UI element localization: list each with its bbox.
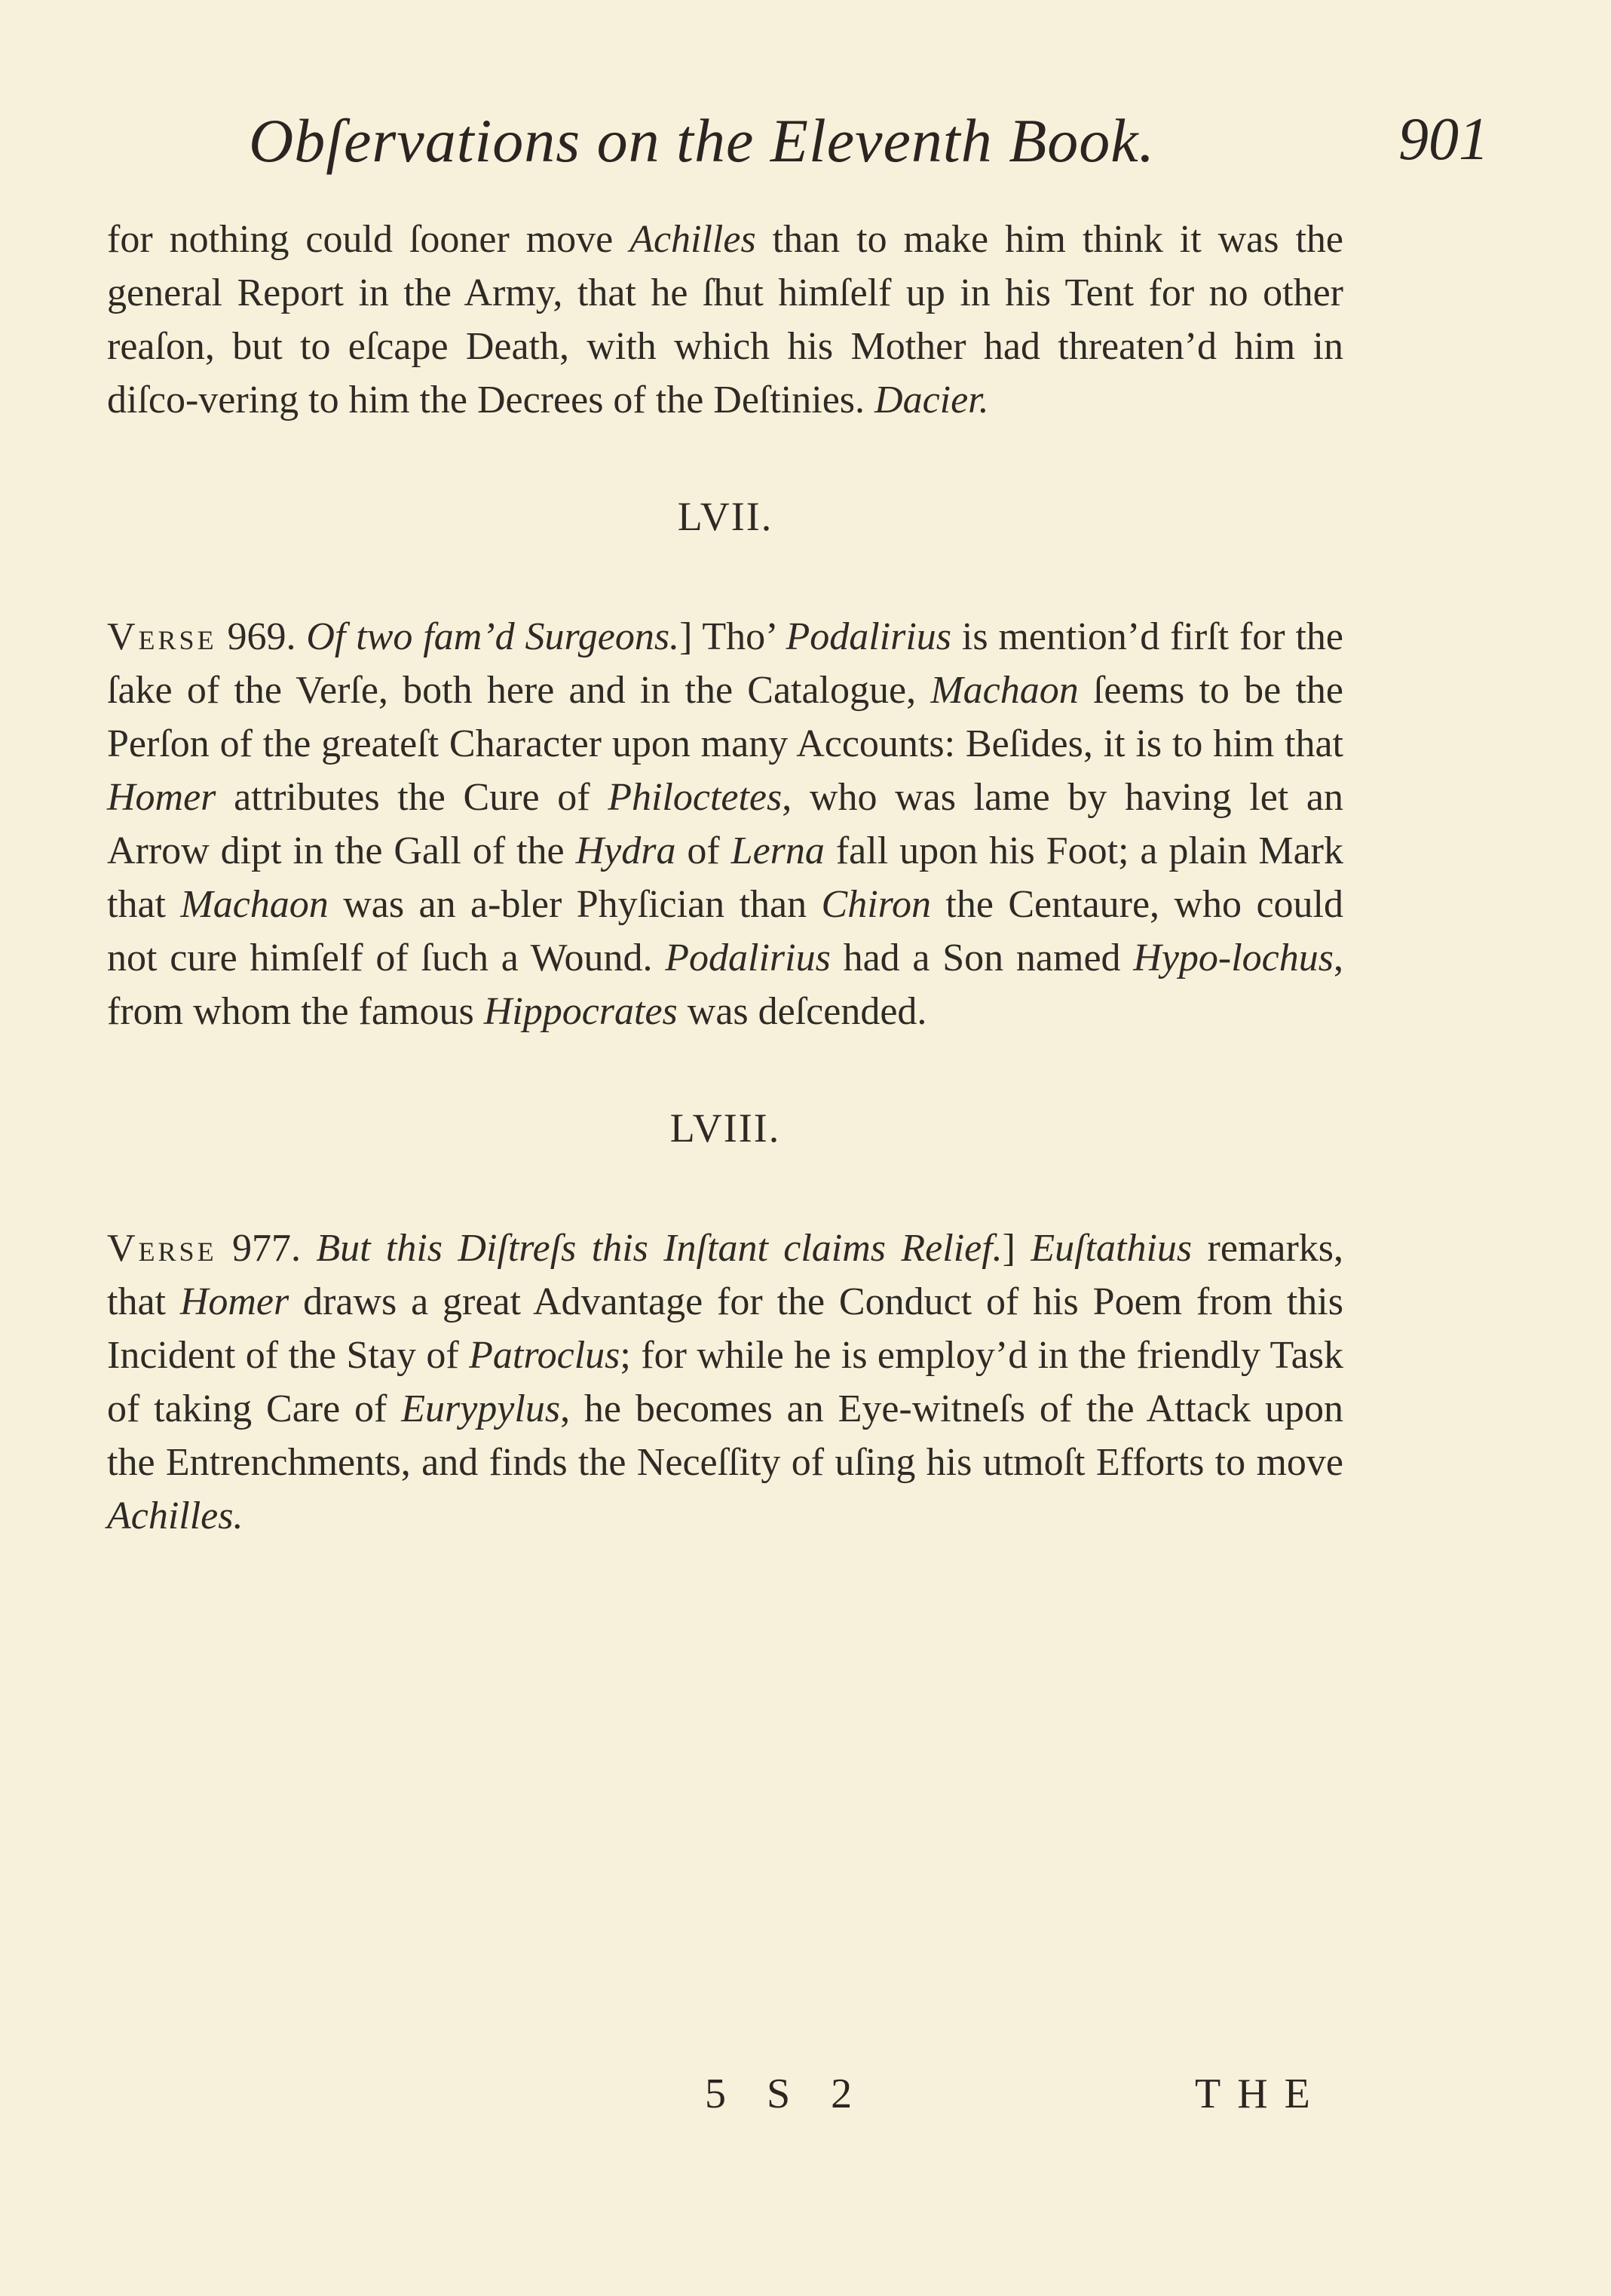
text-run: than to make him think it was the general Report in the Army, that he ſhut himſelf up in his Tent for no other reaſon, but to eſcape Death, with which his Mother had threaten’d him in diſco-vering to him the Decrees of the Deſtinies. [107,218,1343,421]
continuation-paragraph [107,213,1343,427]
text-run: fall upon his Foot; a plain Mark that [107,829,1343,926]
name-italic: Philoctetes [608,776,783,819]
name-italic: Lerna [730,829,825,872]
verse-label: Verse [107,615,217,658]
name-italic: Homer [179,1280,289,1323]
verse-number: 977. [231,1227,301,1270]
text-run: attributes the Cure of [216,776,608,819]
name-italic: Euſtathius [1031,1227,1193,1270]
name-italic: Hypo-lochus [1133,936,1334,979]
page-footer [0,2070,1611,2138]
running-head [0,106,1611,189]
section-heading-lvii: LVII. [677,494,773,539]
text-run: was an a-bler Phyſician than [328,883,822,926]
text-run: remarks, that [107,1227,1344,1323]
text-run: the Centaure, who could not cure himſelf of ſuch a Wound. [107,883,1344,979]
lemma: But this Diſtreſs this Inſtant claims Relief. [316,1227,1003,1270]
text-run: had a Son named [830,936,1134,979]
name-italic: Chiron [821,883,931,926]
page-number: 901 [1398,106,1489,173]
name-achilles: Achilles [629,218,756,261]
text-run: ; for while he is employ’d in the friendly Task of taking Care of [107,1334,1343,1430]
text-run: , who was lame by having let an Arrow dipt in the Gall of the [107,776,1343,872]
signature-mark: 5 S 2 [705,2071,868,2117]
text-run: Tho’ [692,615,786,658]
name-italic: Machaon [180,883,329,926]
verse-number: 969. [227,615,296,658]
citation-dacier: Dacier. [874,379,989,421]
name-italic: Patroclus [469,1334,620,1377]
running-title: Obſervations on the Eleventh Book. [249,106,1156,175]
name-italic: Podalirius [786,615,952,658]
name-italic: Hydra [575,829,676,872]
note-paragraph-lviii [107,1222,1343,1543]
verse-label: Verse [107,1227,217,1270]
note-paragraph-lvii [107,610,1343,1038]
name-italic: Machaon [930,669,1079,712]
name-italic: Podalirius [665,936,831,979]
text-run [1015,1227,1031,1270]
text-run: , from whom the famous [107,936,1343,1033]
body-text [107,213,1343,1543]
section-heading-lviii: LVIII. [669,1105,781,1151]
lemma-bracket: ] [1002,1227,1015,1270]
name-italic: Homer [107,776,216,819]
text-run: of [675,829,731,872]
name-italic: Achilles. [107,1494,243,1537]
lemma: Of two fam’d Surgeons. [306,615,680,658]
text-run: for nothing could ſooner move [107,218,630,261]
name-italic: Eurypylus [401,1387,561,1430]
text-run: ſeems to be the Perſon of the greateſt Character upon many Accounts: Beſides, it is to him that [107,669,1343,765]
text-run: was deſcended. [677,990,927,1033]
catchword: THE [1195,2071,1327,2117]
text-run: , he becomes an Eye-witneſs of the Attack upon the Entrenchments, and finds the Neceſſity of uſing his utmoſt Efforts to move [107,1387,1343,1484]
lemma-bracket: ] [679,615,693,658]
text-run: draws a great Advantage for the Conduct of his Poem from this Incident of the Stay of [107,1280,1343,1377]
name-italic: Hippocrates [483,990,678,1033]
text-run: is mention’d firſt for the ſake of the Verſe, both here and in the Catalogue, [107,615,1344,712]
